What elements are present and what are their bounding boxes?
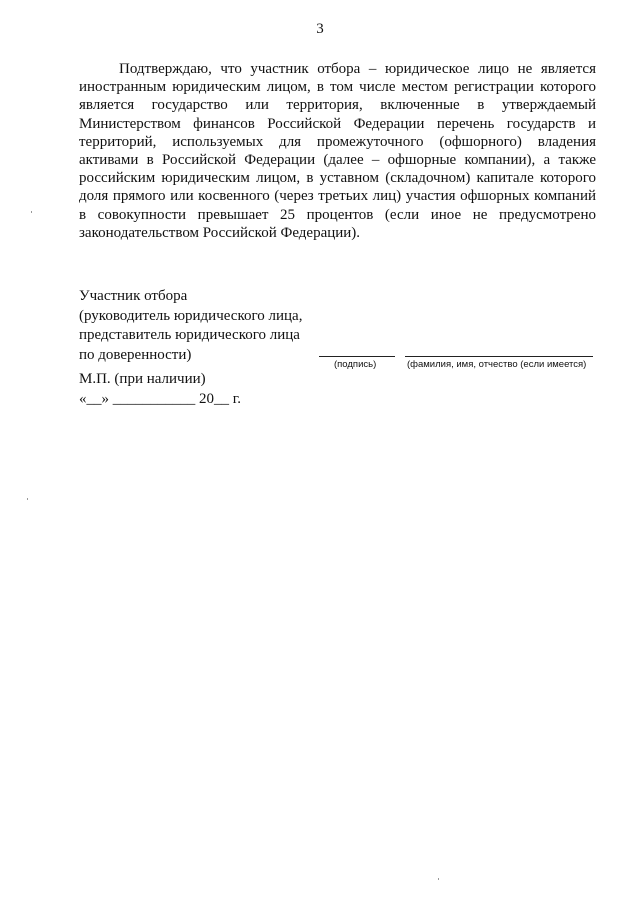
signer-role-line: (руководитель юридического лица, — [79, 307, 303, 324]
scan-speck — [27, 498, 28, 500]
signer-block — [79, 287, 302, 365]
signature-line — [319, 356, 395, 357]
stamp-label: М.П. (при наличии) — [79, 371, 206, 387]
name-line — [405, 356, 593, 357]
scan-speck — [438, 878, 439, 880]
name-caption: (фамилия, имя, отчество (если имеется) — [407, 359, 587, 370]
date-line: «__» ___________ 20__ г. — [79, 390, 241, 407]
signer-role-line: представитель юридического лица — [79, 327, 300, 343]
signer-role-line: по доверенности) — [79, 346, 192, 363]
signer-title: Участник отбора — [79, 288, 188, 304]
stamp-date-block — [79, 370, 241, 409]
confirmation-paragraph: Подтверждаю, что участник отбора – юридическое лицо не является иностранным юридическим лицом, в том числе местом регистрации которого является государство или территория, включенные в утверждаемый Министерством финансов Российской Федерации перечень государств и территорий, используемых для промежуточного (офшорного) владения активами в Российской Федерации (далее – офшорные компании), а также российским юридическим лицом, в уставном (складочном) капитале которого доля прямого или косвенного (через третьих лиц) участия офшорных компаний в совокупности превышает 25 процентов (если иное не предусмотрено законодательством Российской Федерации). — [79, 61, 596, 241]
signature-caption: (подпись) — [334, 359, 377, 370]
page-number: 3 — [316, 21, 324, 37]
scan-speck — [31, 211, 32, 213]
